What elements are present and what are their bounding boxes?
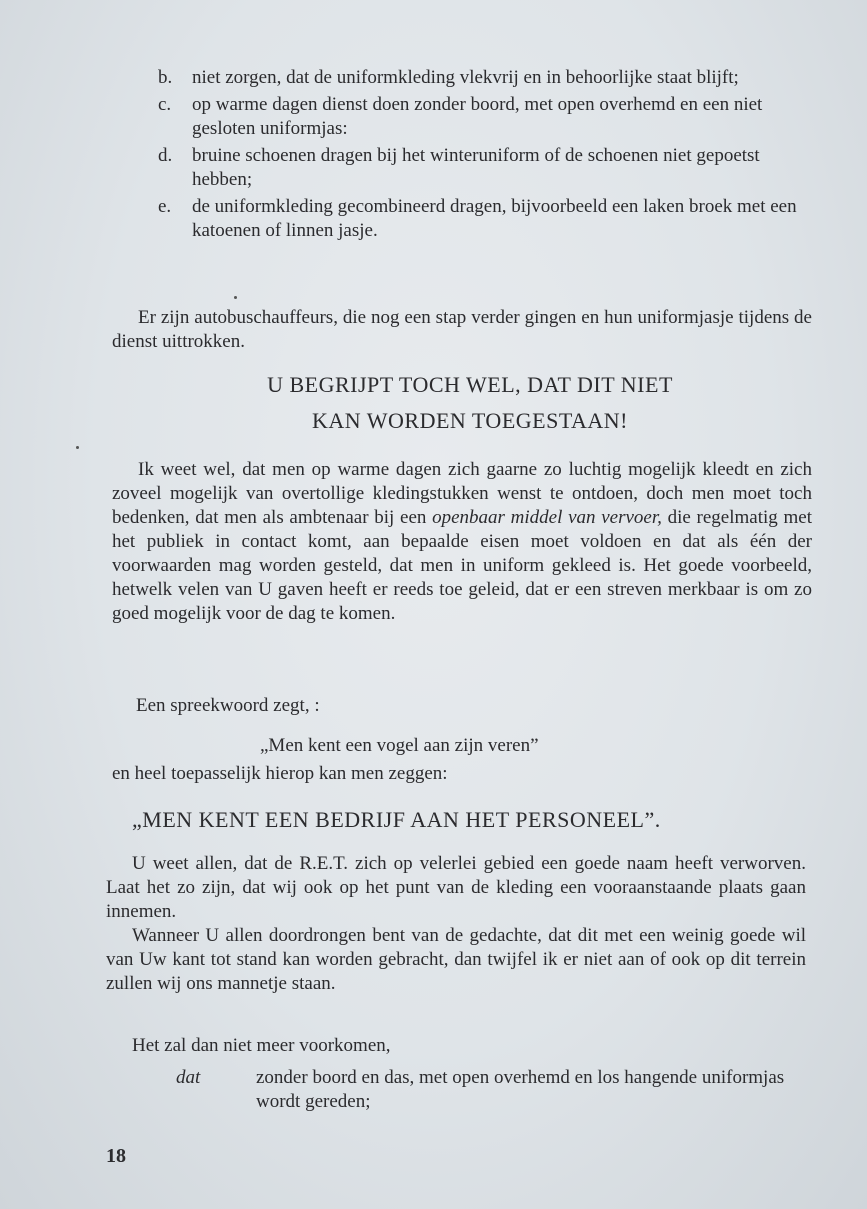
list-item [158,66,818,90]
list-letter: d. [158,145,173,166]
page-number: 18 [106,1145,126,1167]
list-text: bruine schoenen dragen bij het winteruniform of de schoenen niet gepoetst hebben; [192,145,760,190]
proverb: „Men kent een vogel aan zijn veren” [260,735,539,756]
paragraph-warm-days [112,458,812,626]
paragraph-ret: U weet allen, dat de R.E.T. zich op velerlei gebied een goede naam heeft verworven. Laat het zo zijn, dat wij ook op het punt van de kleding een vooraanstaande plaats gaan innemen. [106,853,806,922]
heading-line-1: U BEGRIJPT TOCH WEL, DAT DIT NIET [267,372,673,397]
heading-line-2: KAN WORDEN TOEGESTAAN! [311,408,628,433]
paragraph-text: Ik weet wel, dat men op warme dagen zich gaarne zo luchtig mogelijk kleedt en zich zoveel mogelijk van overtollige kledingstukken wenst te ontdoen, doch men moet toch bedenken, dat men als ambtenaar bij een [112,459,812,528]
list-letter: c. [158,94,172,115]
proverb-intro: Een spreekwoord zegt, : [136,695,320,716]
list-item [158,195,818,243]
list-text: niet zorgen, dat de uniformkleding vlekvrij en in behoorlijke staat blijft; [192,67,739,88]
list-item [158,93,818,141]
paper-speck [76,446,79,449]
offense-list [158,66,818,246]
closing-line: Het zal dan niet meer voorkomen, [132,1035,391,1056]
paper-speck [234,296,237,299]
company-quote: „MEN KENT EEN BEDRIJF AAN HET PERSONEEL”. [132,807,661,832]
list-letter: e. [158,196,172,217]
paragraph-emphasis: openbaar middel van vervoer, [432,507,662,528]
dat-word: dat [176,1067,201,1088]
paragraph-bus-drivers: Er zijn autobuschauffeurs, die nog een stap verder gingen en hun uniformjasje tijdens de dienst uittrokken. [112,307,812,352]
paragraph-good-will: Wanneer U allen doordrongen bent van de gedachte, dat dit met een weinig goede wil van Uw kant tot stand kan worden gebracht, dan twijfel ik er niet aan of ook op dit terrein zullen wij ons mannetje staan. [106,925,806,994]
proverb-follow: en heel toepasselijk hierop kan men zeggen: [112,763,448,784]
list-text: op warme dagen dienst doen zonder boord, met open overhemd en een niet gesloten uniformjas: [192,94,763,139]
dat-text: zonder boord en das, met open overhemd en los hangende uniformjas wordt gereden; [256,1067,785,1112]
paragraph-text: die regelmatig met het publiek in contact komt, aan bepaalde eisen moet voldoen en dat als één der voorwaarden mag worden gesteld, dat men in uniform gekleed is. Het goede voorbeeld, hetwelk velen van U gaven heeft er reeds toe geleid, dat er een streven merkbaar is om zo goed mogelijk voor de dag te komen. [112,507,812,624]
list-item [158,144,818,192]
list-letter: b. [158,67,173,88]
list-text: de uniformkleding gecombineerd dragen, bijvoorbeeld een laken broek met een katoenen of linnen jasje. [192,196,797,241]
